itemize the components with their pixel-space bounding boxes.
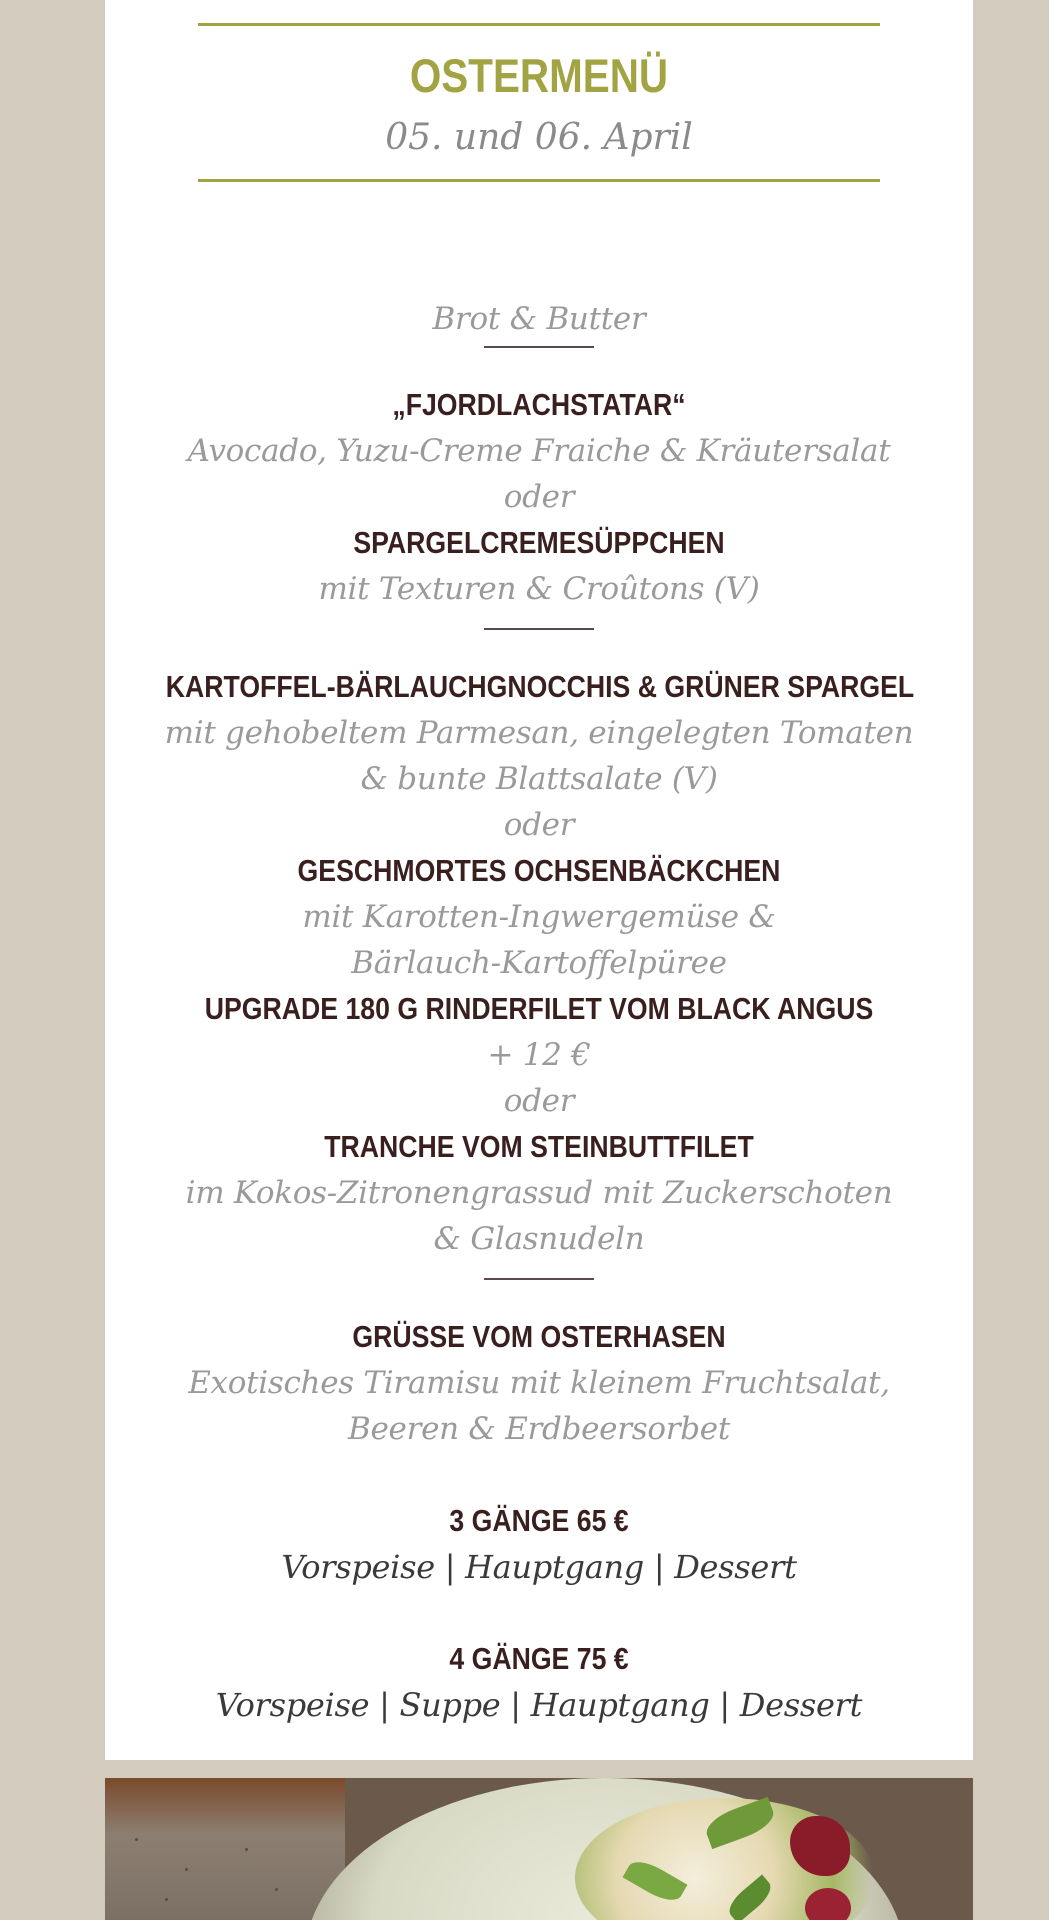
dessert-name: GRÜSSE VOM OSTERHASEN	[352, 1319, 726, 1354]
price-four-courses-desc: Vorspeise | Suppe | Hauptgang | Dessert	[215, 1686, 863, 1724]
menu-card	[105, 0, 973, 1760]
price-three-courses: 3 GÄNGE 65 €	[449, 1503, 629, 1538]
menu-date: 05. und 06. April	[385, 117, 693, 158]
header-rule-top	[198, 23, 880, 26]
spacer	[105, 1590, 973, 1636]
photo-speck	[275, 1888, 278, 1891]
menu-title: OSTERMENÜ	[409, 49, 669, 102]
photo-beet	[805, 1888, 851, 1920]
price-three-courses-desc: Vorspeise | Hauptgang | Dessert	[281, 1548, 797, 1586]
dish-name: GESCHMORTES OCHSENBÄCKCHEN	[297, 853, 781, 888]
dish-name: „FJORDLACHSTATAR“	[392, 387, 686, 422]
dish-description: & bunte Blattsalate (V)	[360, 761, 718, 797]
photo-table	[105, 1778, 345, 1920]
photo-speck	[135, 1838, 138, 1841]
food-photo	[105, 1778, 973, 1920]
course-divider	[484, 628, 594, 630]
dish-description: mit Karotten-Ingwergemüse &	[302, 899, 776, 935]
dish-name: TRANCHE VOM STEINBUTTFILET	[324, 1129, 754, 1164]
price-four-courses: 4 GÄNGE 75 €	[449, 1641, 629, 1676]
dish-description: mit gehobeltem Parmesan, eingelegten Tomaten	[164, 715, 914, 751]
dish-name: KARTOFFEL-BÄRLAUCHGNOCCHIS & GRÜNER SPARGEL	[165, 669, 915, 704]
dish-description: Avocado, Yuzu-Creme Fraiche & Kräutersalat	[187, 433, 891, 469]
menu-list	[105, 296, 973, 1728]
dessert-description: Beeren & Erdbeersorbet	[348, 1411, 730, 1447]
dish-description: Bärlauch-Kartoffelpüree	[351, 945, 727, 981]
photo-speck	[165, 1898, 168, 1901]
course-divider	[484, 1278, 594, 1280]
bread-and-butter: Brot & Butter	[432, 301, 646, 337]
photo-speck	[245, 1848, 248, 1851]
or-separator: oder	[503, 479, 575, 515]
photo-speck	[185, 1868, 188, 1871]
upgrade-name: UPGRADE 180 G RINDERFILET VOM BLACK ANGUS	[204, 991, 874, 1026]
spacer	[105, 1452, 973, 1498]
dessert-description: Exotisches Tiramisu mit kleinem Fruchtsalat,	[188, 1365, 890, 1401]
course-divider	[484, 346, 594, 348]
dish-description: & Glasnudeln	[433, 1221, 645, 1257]
dish-name: SPARGELCREMESÜPPCHEN	[353, 525, 725, 560]
upgrade-price: + 12 €	[487, 1037, 591, 1073]
header-rule-bottom	[198, 179, 880, 182]
dish-description: im Kokos-Zitronengrassud mit Zuckerschoten	[185, 1175, 893, 1211]
or-separator: oder	[503, 807, 575, 843]
or-separator: oder	[503, 1083, 575, 1119]
dish-description: mit Texturen & Croûtons (V)	[318, 571, 760, 607]
